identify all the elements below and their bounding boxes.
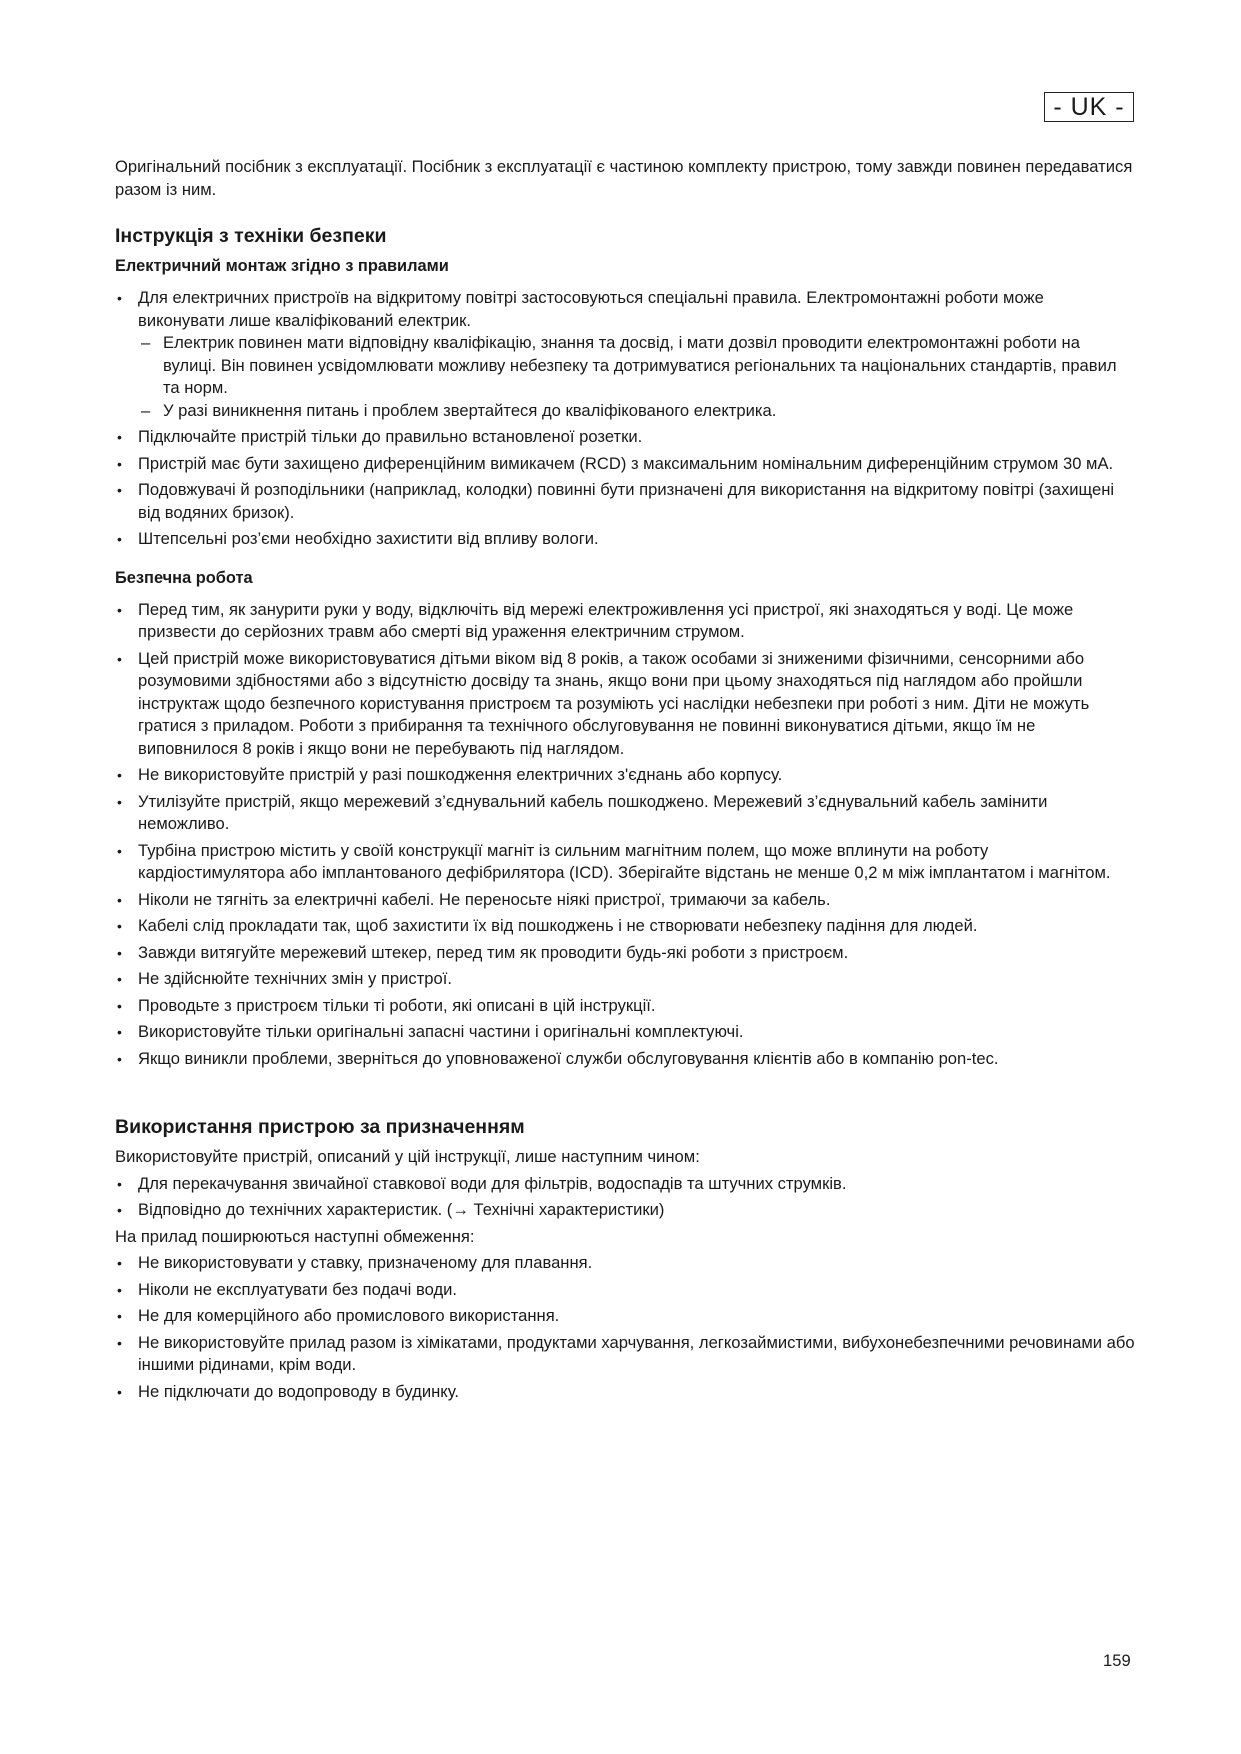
content [115, 156, 1135, 1407]
list-item [115, 1279, 1135, 1302]
safety-heading: Інструкція з техніки безпеки [115, 225, 387, 247]
list-item-text: Не підключати до водопроводу в будинку. [138, 1381, 459, 1401]
bullet-icon: • [117, 793, 122, 810]
list-item [115, 764, 1135, 787]
bullet-icon: • [117, 918, 122, 934]
list-item-text: Використовуйте тільки оригінальні запасні частини і оригінальні комплектуючі. [138, 1022, 744, 1041]
list-item-text: Пристрій має бути захищено диференційним вимикачем (RCD) з максимальним номінальним диференційним струмом 30 мА. [138, 453, 1114, 473]
intro-paragraph: Оригінальний посібник з експлуатації. Посібник з експлуатації є частиною комплекту пристрою, тому завжди повинен передаватися разом із ним. [115, 157, 1133, 199]
bullet-icon: • [117, 455, 122, 472]
restrictions-lead: На прилад поширюються наступні обмеження: [115, 1226, 475, 1246]
bullet-icon: • [117, 997, 122, 1014]
bullet-icon: • [117, 1334, 122, 1351]
list-item [115, 1048, 1135, 1071]
bullet-icon: • [117, 429, 122, 445]
spacer [115, 555, 1135, 567]
list-item-text: Перед тим, як занурити руки у воду, відключіть від мережі електроживлення усі пристрої, які знаходяться у воді. Це може призвести до серйозних травм або смерті від ураження електричним струмом. [138, 599, 1074, 641]
list-item [115, 479, 1135, 524]
intended-use-lead: Використовуйте пристрій, описаний у цій інструкції, лише наступним чином: [115, 1147, 700, 1166]
list-item [115, 915, 1135, 938]
page-number: 159 [1103, 1651, 1131, 1670]
list-item [115, 648, 1135, 761]
list-item [115, 968, 1135, 991]
sub-list-item [138, 332, 1135, 400]
list-item-text: Не використовуйте пристрій у разі пошкодження електричних з'єднань або корпусу. [138, 765, 783, 784]
list-item-text: Для перекачування звичайної ставкової води для фільтрів, водоспадів та штучних струмків. [138, 1173, 847, 1193]
safe-work-list [115, 599, 1135, 1071]
list-item-text: Не використовуйте прилад разом із хімікатами, продуктами харчування, легкозаймистими, вибухонебезпечними речовинами або іншими рідинами, крім води. [138, 1332, 1135, 1374]
list-item [115, 1021, 1135, 1044]
bullet-icon: • [117, 601, 122, 618]
sub-list-item [138, 400, 1135, 423]
restrictions-list [115, 1252, 1135, 1403]
list-item-text: Цей пристрій може використовуватися дітьми віком від 8 років, а також особами зі зниженими фізичними, сенсорними або розумовими здібностями або з відсутністю досвіду та знань, якщо вони при цьому знаходяться під наглядом або пройшли інструктаж щодо безпечного користування пристроєм та розуміють усі наслідки небезпеки при роботі з ним. Діти не можуть гратися з приладом. Роботи з прибирання та технічного обслуговування не повинні виконуватися дітьми, якщо їм не виповнилося 8 років і якщо вони не перебувають під наглядом. [138, 648, 1090, 758]
list-item [115, 1305, 1135, 1328]
list-item [115, 528, 1135, 551]
sub-list-item-text: Електрик повинен мати відповідну кваліфікацію, знання та досвід, і мати дозвіл проводити електромонтажні роботи на вулиці. Він повинен усвідомлювати можливу небезпеку та дотримуватися регіональних та національних стандартів, правил та норм. [163, 333, 1117, 397]
list-item [115, 287, 1135, 422]
list-item [115, 889, 1135, 912]
list-item [115, 1199, 1135, 1222]
bullet-icon: • [117, 1255, 122, 1271]
language-tag: - UK - [1044, 92, 1134, 122]
bullet-icon: • [117, 891, 122, 908]
bullet-icon: • [117, 842, 122, 859]
list-item [115, 1381, 1135, 1404]
list-item [115, 599, 1135, 644]
bullet-icon: • [117, 1383, 122, 1400]
bullet-icon: • [117, 1175, 122, 1192]
bullet-icon: • [117, 482, 122, 498]
bullet-icon: • [117, 1202, 122, 1218]
spacer [115, 1074, 1135, 1114]
intended-use-list [115, 1173, 1135, 1222]
bullet-icon: • [117, 1024, 122, 1040]
list-item [115, 426, 1135, 449]
list-item-text: Ніколи не тягніть за електричні кабелі. Не переносьте ніякі пристрої, тримаючи за кабель. [138, 889, 831, 909]
list-item-text: Не для комерційного або промислового використання. [138, 1306, 560, 1325]
list-item-text: Подовжувачі й розподільники (наприклад, колодки) повинні бути призначені для використання на відкритому повітрі (захищені від водяних бризок). [138, 480, 1115, 522]
list-item-text: Проводьте з пристроєм тільки ті роботи, які описані в цій інструкції. [138, 995, 656, 1015]
bullet-icon: • [117, 650, 122, 667]
electrical-subheading: Електричний монтаж згідно з правилами [115, 257, 449, 275]
list-item [115, 942, 1135, 965]
list-item-text: Якщо виникли проблеми, зверніться до уповноваженої служби обслуговування клієнтів або в компанію pon-tec. [138, 1048, 999, 1068]
bullet-icon: • [117, 1050, 122, 1067]
dash-icon: – [141, 333, 151, 352]
bullet-icon: • [117, 290, 122, 306]
bullet-icon: • [117, 1308, 122, 1324]
safe-work-subheading: Безпечна робота [115, 568, 253, 587]
list-item [115, 840, 1135, 885]
bullet-icon: • [117, 531, 122, 547]
list-item-text: Не здійснюйте технічних змін у пристрої. [138, 969, 452, 988]
sub-list [138, 332, 1135, 422]
list-item [115, 1332, 1135, 1377]
list-item-text: Для електричних пристроїв на відкритому повітрі застосовуються спеціальні правила. Електромонтажні роботи може виконувати лише кваліфікований електрик. [138, 288, 1044, 330]
list-item-text: Відповідно до технічних характеристик. (→ Технічні характеристики) [138, 1200, 665, 1219]
list-item-text: Штепсельні роз’єми необхідно захистити від впливу вологи. [138, 529, 599, 548]
list-item-text: Завжди витягуйте мережевий штекер, перед тим як проводити будь-які роботи з пристроєм. [138, 942, 849, 962]
list-item-text: Кабелі слід прокладати так, щоб захистити їх від пошкоджень і не створювати небезпеку падіння для людей. [138, 916, 978, 935]
list-item [115, 1173, 1135, 1196]
list-item-text: Ніколи не експлуатувати без подачі води. [138, 1279, 458, 1299]
intended-use-heading: Використання пристрою за призначенням [115, 1116, 525, 1138]
dash-icon: – [141, 400, 151, 420]
list-item [115, 1252, 1135, 1275]
bullet-icon: • [117, 971, 122, 987]
list-item-text: Турбіна пристрою містить у своїй конструкції магніт із сильним магнітним полем, що може вплинути на роботу кардіостимулятора або імплантованого дефібрилятора (ICD). Зберігайте відстань не менше 0,2 м між імплантатом і магнітом. [138, 840, 1111, 882]
list-item [115, 791, 1135, 836]
list-item-text: Не використовувати у ставку, призначеному для плавання. [138, 1253, 593, 1272]
list-item [115, 995, 1135, 1018]
bullet-icon: • [117, 944, 122, 961]
bullet-icon: • [117, 1281, 122, 1298]
sub-list-item-text: У разі виникнення питань і проблем звертайтеся до кваліфікованого електрика. [163, 400, 777, 420]
electrical-list [115, 287, 1135, 551]
list-item [115, 453, 1135, 476]
bullet-icon: • [117, 767, 122, 783]
list-item-text: Утилізуйте пристрій, якщо мережевий з’єднувальний кабель пошкоджено. Мережевий з’єднувальний кабель замінити неможливо. [138, 791, 1048, 833]
list-item-text: Підключайте пристрій тільки до правильно встановленої розетки. [138, 427, 643, 446]
